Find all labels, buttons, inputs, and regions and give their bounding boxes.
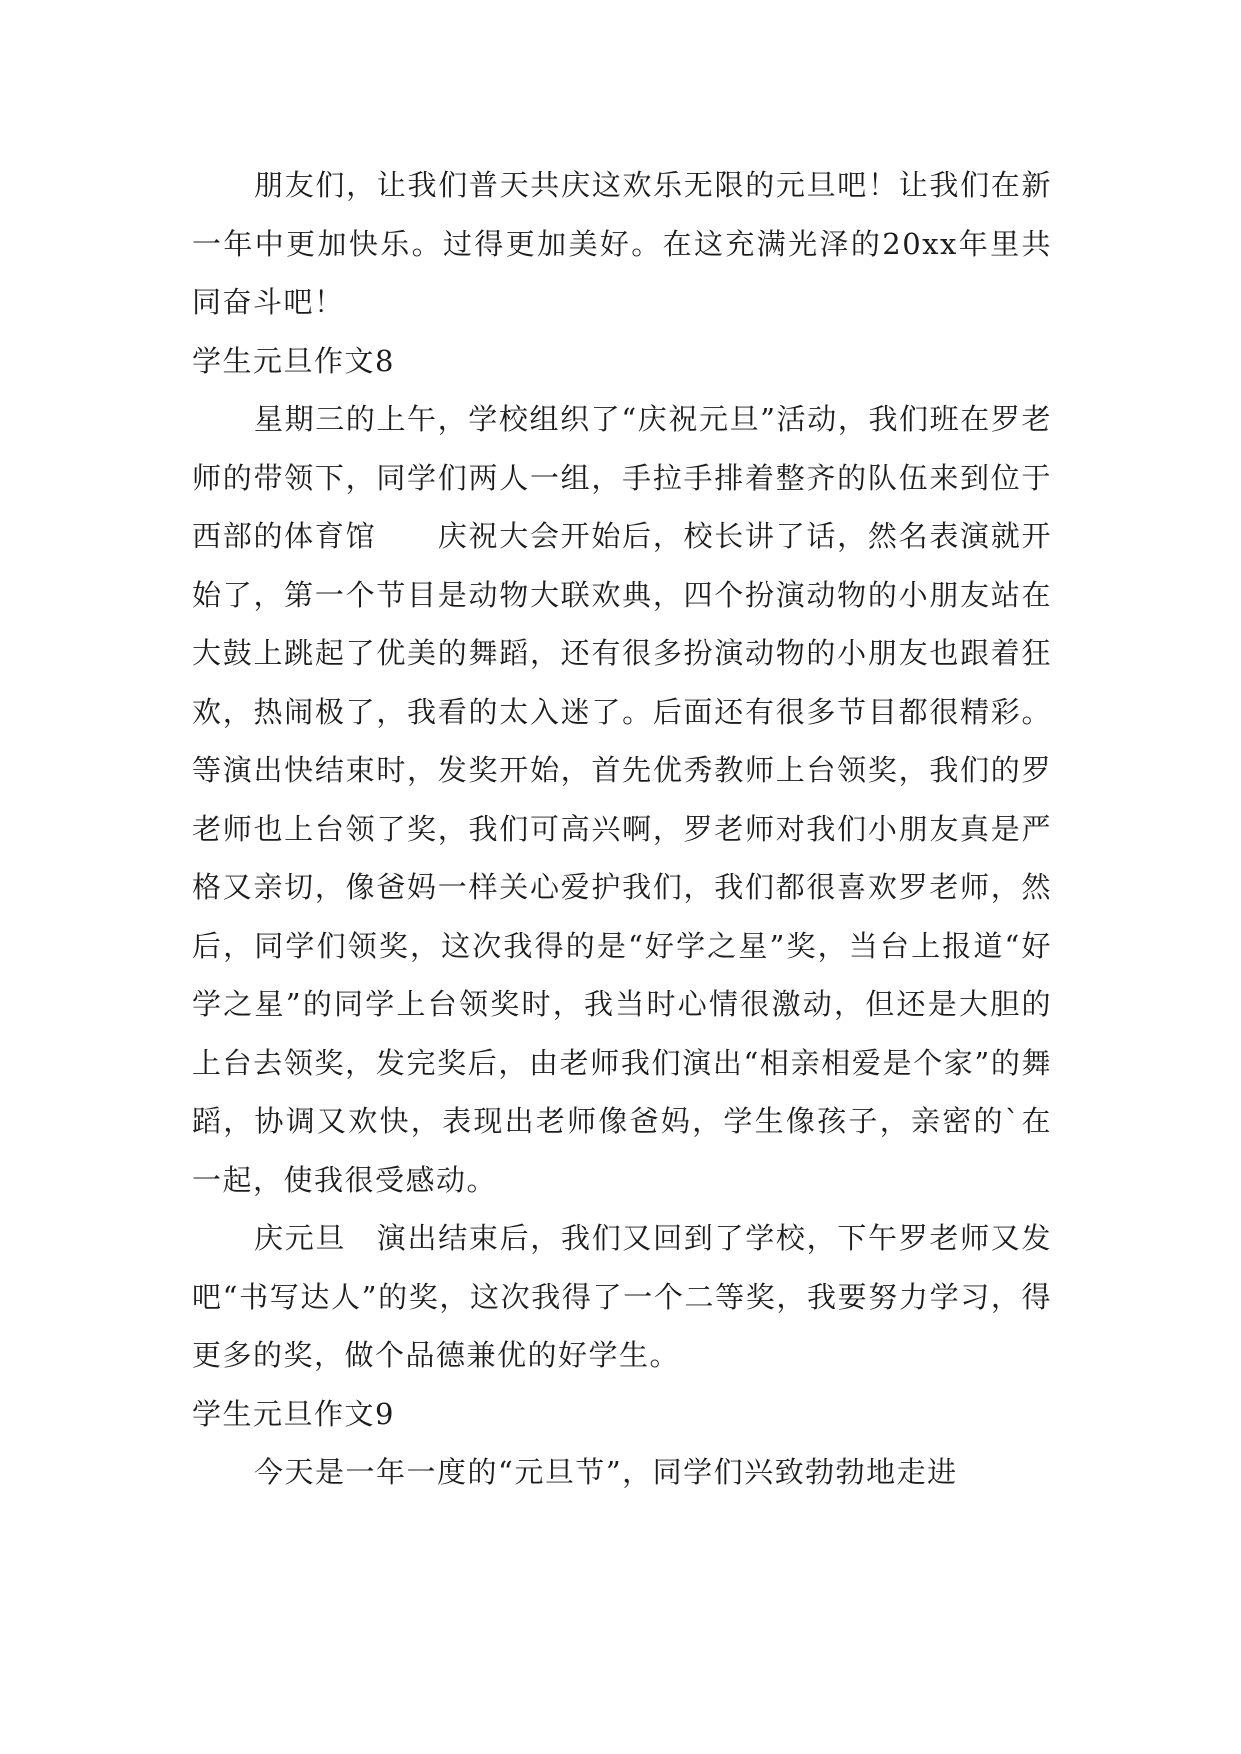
section-heading: 学生元旦作文8 [192,343,395,378]
document-body [192,156,1052,1502]
paragraph: 今天是一年一度的“元旦节”，同学们兴致勃勃地走进 [254,1455,958,1489]
section-heading: 学生元旦作文9 [192,1396,395,1431]
paragraph: 星期三的上午，学校组织了“庆祝元旦”活动，我们班在罗老师的带领下，同学们两人一组，手拉手排着整齐的队伍来到位于西部的体育馆 庆祝大会开始后，校长讲了话，然名表演就开始了，第一个节目是动物大联欢典，四个扮演动物的小朋友站在大鼓上跳起了优美的舞蹈，还有很多扮演动物的小朋友也跟着狂欢，热闹极了，我看的太入迷了。后面还有很多节目都很精彩。等演出快结束时，发奖开始，首先优秀教师上台领奖，我们的罗老师也上台领了奖，我们可高兴啊，罗老师对我们小朋友真是严格又亲切，像爸妈一样关心爱护我们，我们都很喜欢罗老师，然后，同学们领奖，这次我得的是“好学之星”奖，当台上报道“好学之星”的同学上台领奖时，我当时心情很激动，但还是大胆的上台去领奖，发完奖后，由老师我们演出“相亲相爱是个家”的舞蹈，协调又欢快，表现出老师像爸妈，学生像孩子，亲密的`在一起，使我很受感动。 [192,402,1052,1197]
paragraph: 朋友们，让我们普天共庆这欢乐无限的元旦吧！让我们在新一年中更加快乐。过得更加美好。在这充满光泽的20xx年里共同奋斗吧！ [192,168,1052,319]
paragraph: 庆元旦 演出结束后，我们又回到了学校，下午罗老师又发吧“书写达人”的奖，这次我得了一个二等奖，我要努力学习，得更多的奖，做个品德兼优的好学生。 [192,1221,1052,1372]
